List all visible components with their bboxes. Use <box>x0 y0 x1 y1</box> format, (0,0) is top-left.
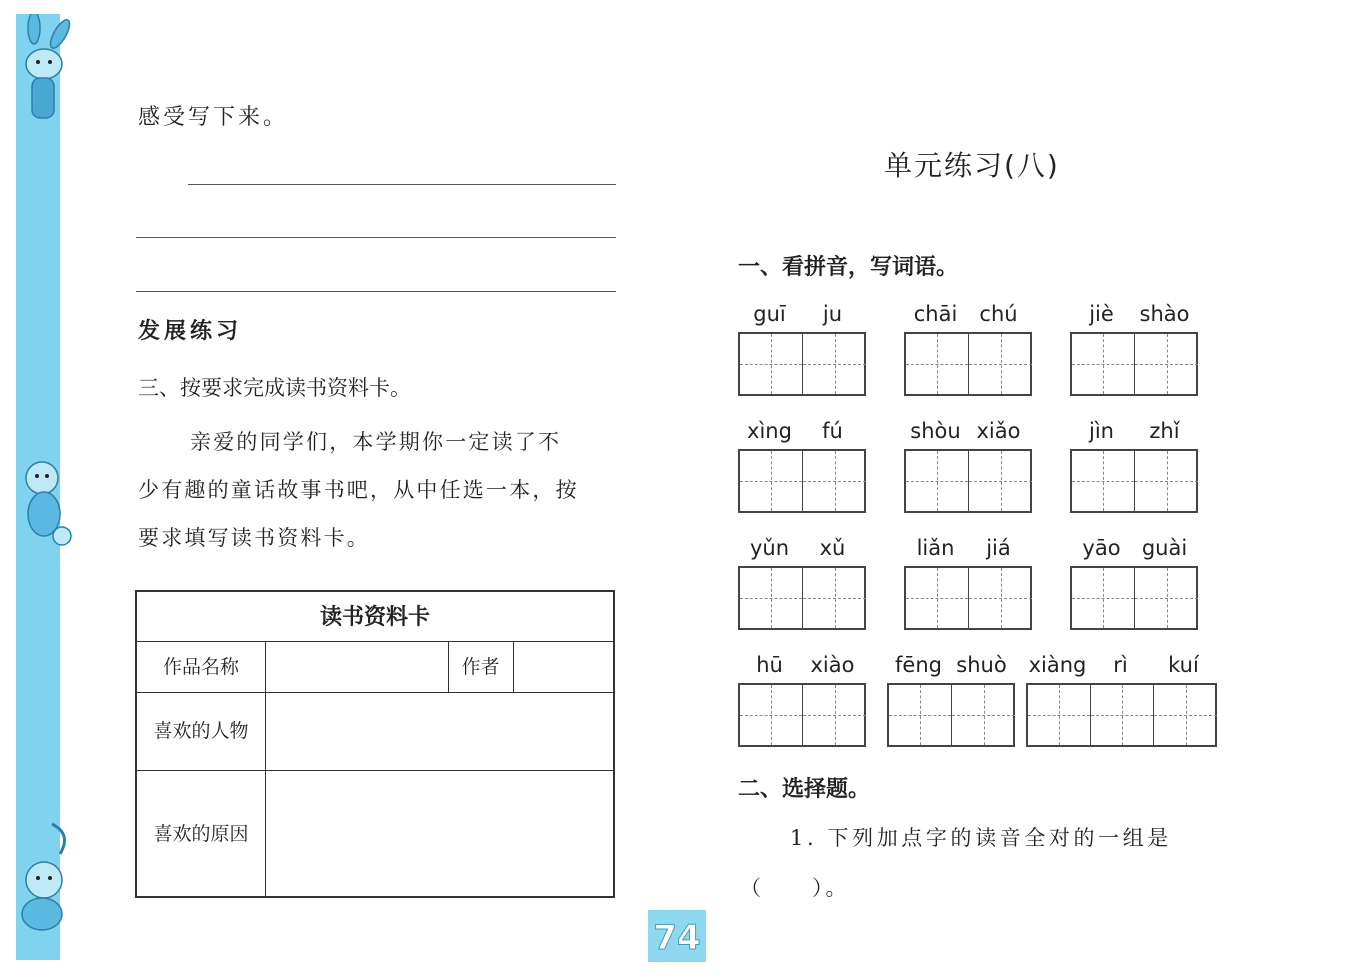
pinyin-syllable: xiào <box>810 653 855 677</box>
writing-grid <box>1070 449 1198 513</box>
character-box[interactable] <box>803 685 866 745</box>
character-box[interactable] <box>740 568 803 628</box>
cat-mascot-icon <box>12 444 82 564</box>
character-box[interactable] <box>906 568 969 628</box>
character-box[interactable] <box>889 685 952 745</box>
pinyin-syllable: chú <box>979 302 1018 326</box>
unit-title: 单元练习(八) <box>884 149 1060 182</box>
writing-line[interactable] <box>136 291 616 292</box>
writing-grid <box>1070 332 1198 396</box>
writing-grid <box>738 449 866 513</box>
character-box[interactable] <box>803 451 866 511</box>
pinyin-syllable: yāo <box>1082 536 1121 560</box>
character-box[interactable] <box>740 451 803 511</box>
pinyin-syllable: yǔn <box>749 536 790 560</box>
pinyin-syllable: ju <box>822 302 843 326</box>
question-2-sub-1: 1. 下列加点字的读音全对的一组是 <box>790 826 1172 850</box>
writing-grid <box>887 683 1015 747</box>
writing-grid <box>1070 566 1198 630</box>
paragraph-line: 要求填写读书资料卡。 <box>138 526 370 550</box>
writing-grid <box>738 566 866 630</box>
writing-grid <box>904 566 1032 630</box>
paragraph-line: 少有趣的童话故事书吧，从中任选一本，按 <box>138 478 579 502</box>
writing-grid <box>1026 683 1217 747</box>
author-field[interactable] <box>515 644 613 690</box>
liked-character-label: 喜欢的人物 <box>153 720 249 742</box>
paragraph-line: 亲爱的同学们，本学期你一定读了不 <box>190 430 562 454</box>
pinyin-syllable: liǎn <box>916 536 955 560</box>
character-box[interactable] <box>1135 451 1198 511</box>
question-1-title: 一、看拼音，写词语。 <box>738 255 959 280</box>
writing-grid <box>904 449 1032 513</box>
writing-line[interactable] <box>136 237 616 238</box>
character-box[interactable] <box>969 334 1032 394</box>
character-box[interactable] <box>969 568 1032 628</box>
character-box[interactable] <box>803 334 866 394</box>
character-box[interactable] <box>1154 685 1217 745</box>
character-box[interactable] <box>740 334 803 394</box>
character-box[interactable] <box>803 568 866 628</box>
writing-grid <box>738 683 866 747</box>
character-box[interactable] <box>1135 334 1198 394</box>
pinyin-syllable: kuí <box>1168 653 1199 677</box>
pinyin-syllable: fēng <box>895 653 942 677</box>
writing-grid <box>904 332 1032 396</box>
character-box[interactable] <box>1028 685 1091 745</box>
character-box[interactable] <box>1072 568 1135 628</box>
pinyin-syllable: xìng <box>747 419 792 443</box>
pinyin-syllable: shào <box>1139 302 1190 326</box>
pinyin-syllable: rì <box>1113 653 1128 677</box>
author-label: 作者 <box>461 656 500 678</box>
work-name-label: 作品名称 <box>162 656 239 678</box>
reading-card <box>135 590 615 898</box>
section-title: 发展练习 <box>138 319 243 344</box>
instruction-paragraph <box>138 418 618 562</box>
character-box[interactable] <box>1135 568 1198 628</box>
liked-character-field[interactable] <box>267 694 613 768</box>
pinyin-syllable: xǔ <box>819 536 846 560</box>
pinyin-syllable: shòu <box>910 419 961 443</box>
pinyin-syllable: shuò <box>956 653 1007 677</box>
character-box[interactable] <box>1072 451 1135 511</box>
question-3-title: 三、按要求完成读书资料卡。 <box>138 376 411 400</box>
liked-reason-field[interactable] <box>267 772 613 896</box>
writing-line[interactable] <box>188 184 616 185</box>
rabbit-mascot-icon <box>12 14 82 134</box>
pinyin-syllable: xiàng <box>1028 653 1087 677</box>
question-2-title: 二、选择题。 <box>738 777 871 802</box>
lead-text: 感受写下来。 <box>138 105 289 130</box>
decorative-side-strip <box>16 14 60 960</box>
pinyin-syllable: guài <box>1141 536 1188 560</box>
character-box[interactable] <box>906 451 969 511</box>
character-box[interactable] <box>906 334 969 394</box>
pinyin-syllable: chāi <box>913 302 958 326</box>
pinyin-syllable: xiǎo <box>976 419 1021 443</box>
writing-grid <box>738 332 866 396</box>
page-number: 74 <box>648 910 706 962</box>
pinyin-syllable: jiá <box>986 536 1011 560</box>
pinyin-syllable: jìn <box>1089 419 1114 443</box>
character-box[interactable] <box>1091 685 1154 745</box>
character-box[interactable] <box>952 685 1015 745</box>
card-title: 读书资料卡 <box>137 592 613 642</box>
pinyin-syllable: hū <box>756 653 783 677</box>
pinyin-syllable: guī <box>753 302 786 326</box>
character-box[interactable] <box>740 685 803 745</box>
pinyin-syllable: zhǐ <box>1149 419 1180 443</box>
character-box[interactable] <box>1072 334 1135 394</box>
liked-reason-label: 喜欢的原因 <box>153 823 249 845</box>
tiger-mascot-icon <box>12 814 82 934</box>
work-name-field[interactable] <box>267 644 447 690</box>
answer-parentheses[interactable]: （ ）。 <box>740 876 850 900</box>
pinyin-syllable: fú <box>822 419 843 443</box>
pinyin-syllable: jiè <box>1089 302 1114 326</box>
character-box[interactable] <box>969 451 1032 511</box>
